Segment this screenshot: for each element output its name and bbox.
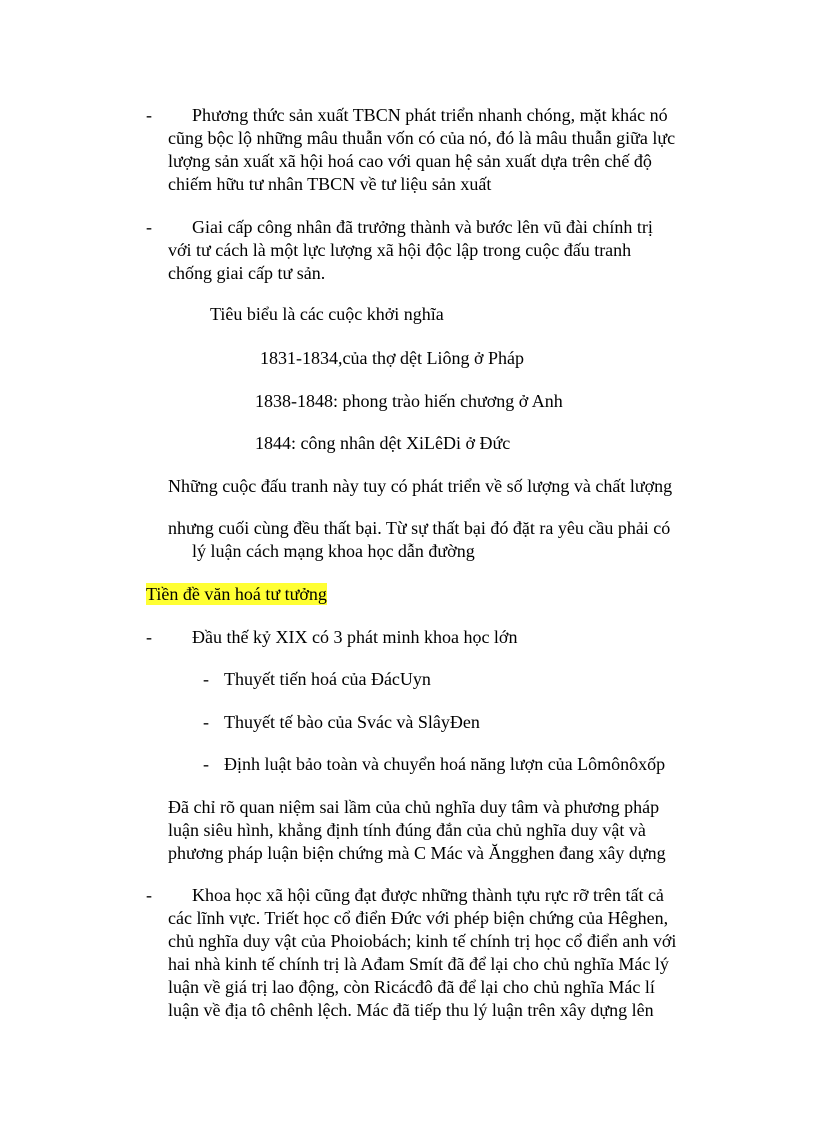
bullet-dash: - bbox=[146, 217, 152, 237]
bullet-dash: - bbox=[146, 105, 152, 125]
bullet-dash: - bbox=[203, 669, 209, 689]
p1-line-4: chiếm hữu tư nhân TBCN về tư liệu sản xuất bbox=[168, 174, 492, 194]
p2-line-2: với tư cách là một lực lượng xã hội độc lập trong cuộc đấu tranh bbox=[168, 240, 632, 260]
p5-line-4: hai nhà kinh tế chính trị là Ađam Smít đã để lại cho chủ nghĩa Mác lý bbox=[168, 954, 669, 974]
p4-line-3: phương pháp luận biện chứng mà C Mác và Ăngghen đang xây dựng bbox=[168, 843, 666, 863]
example-2: 1838-1848: phong trào hiến chương ở Anh bbox=[255, 391, 563, 411]
bullet-dash: - bbox=[146, 627, 152, 647]
bullet-dash: - bbox=[203, 754, 209, 774]
p1-line-2: cũng bộc lộ những mâu thuẫn vốn có của nó, đó là mâu thuẫn giữa lực bbox=[168, 128, 676, 148]
conclusion-line-3: lý luận cách mạng khoa học dẫn đường bbox=[192, 541, 475, 561]
section-heading: Tiền đề văn hoá tư tưởng bbox=[146, 584, 327, 604]
p5-line-5: luận về giá trị lao động, còn Ricácđô đã để lại cho chủ nghĩa Mác lí bbox=[168, 977, 655, 997]
p5-line-3: chủ nghĩa duy vật của Phoiobách; kinh tế chính trị học cổ điển anh với bbox=[168, 931, 677, 951]
discovery-2: Thuyết tế bào của Svác và SlâyĐen bbox=[224, 712, 480, 732]
p3-line: Đầu thế kỷ XIX có 3 phát minh khoa học lớn bbox=[192, 627, 518, 647]
p4-line-1: Đã chỉ rõ quan niệm sai lầm của chủ nghĩa duy tâm và phương pháp bbox=[168, 797, 660, 817]
p1-line-3: lượng sản xuất xã hội hoá cao với quan hệ sản xuất dựa trên chế độ bbox=[168, 151, 652, 171]
examples-intro: Tiêu biểu là các cuộc khởi nghĩa bbox=[210, 304, 444, 324]
p5-line-6: luận về địa tô chênh lệch. Mác đã tiếp thu lý luận trên xây dựng lên bbox=[168, 1000, 654, 1020]
p2-line-3: chống giai cấp tư sản. bbox=[168, 263, 326, 283]
p4-line-2: luận siêu hình, khẳng định tính đúng đắn của chủ nghĩa duy vật và bbox=[168, 820, 646, 840]
bullet-dash: - bbox=[203, 712, 209, 732]
conclusion-line-2: nhưng cuối cùng đều thất bại. Từ sự thất bại đó đặt ra yêu cầu phải có bbox=[168, 518, 671, 538]
p5-line-1: Khoa học xã hội cũng đạt được những thành tựu rực rỡ trên tất cả bbox=[192, 885, 664, 905]
discovery-3: Định luật bảo toàn và chuyển hoá năng lượn của Lômônôxốp bbox=[224, 754, 666, 774]
example-3: 1844: công nhân dệt XiLêDi ở Đức bbox=[255, 433, 511, 453]
example-1: 1831-1834,của thợ dệt Liông ở Pháp bbox=[260, 348, 524, 368]
discovery-1: Thuyết tiến hoá của ĐácUyn bbox=[224, 669, 431, 689]
bullet-dash: - bbox=[146, 885, 152, 905]
p5-line-2: các lĩnh vực. Triết học cổ điển Đức với phép biện chứng của Hêghen, bbox=[168, 908, 669, 928]
p1-line-1: Phương thức sản xuất TBCN phát triển nhanh chóng, mặt khác nó bbox=[192, 105, 668, 125]
conclusion-line-1: Những cuộc đấu tranh này tuy có phát triển về số lượng và chất lượng bbox=[168, 476, 673, 496]
p2-line-1: Giai cấp công nhân đã trưởng thành và bước lên vũ đài chính trị bbox=[192, 217, 653, 237]
